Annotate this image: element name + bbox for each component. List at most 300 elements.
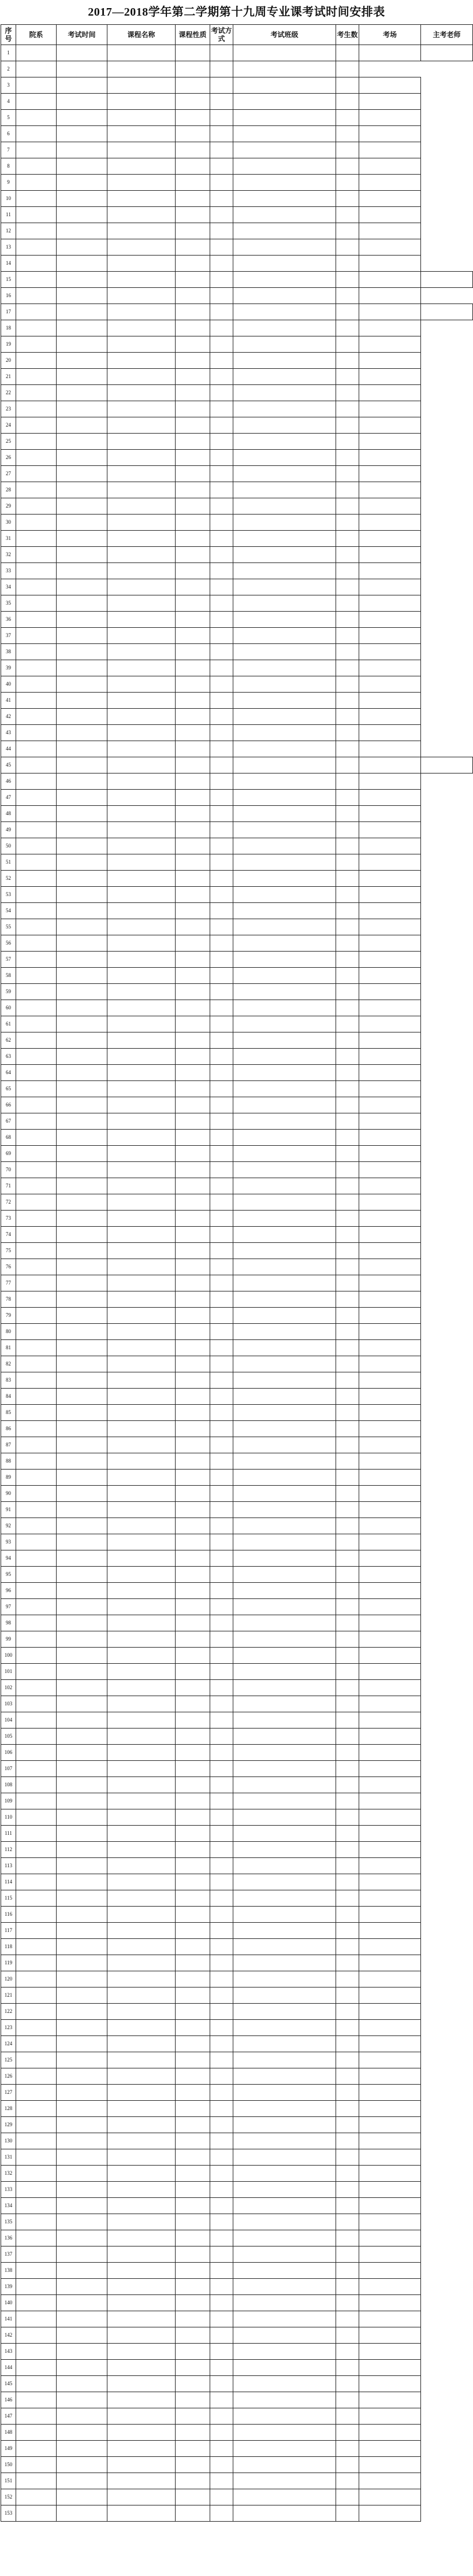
seq-cell: 144 bbox=[1, 2360, 16, 2376]
course-type-cell bbox=[107, 1016, 176, 1032]
class-cell bbox=[210, 1696, 233, 1712]
class-cell bbox=[210, 1745, 233, 1761]
course-type-cell bbox=[107, 1356, 176, 1372]
table-row bbox=[1, 1631, 473, 1648]
student-count-cell bbox=[233, 1648, 336, 1664]
examiner-cell bbox=[359, 1664, 421, 1680]
exam-time-cell bbox=[16, 1971, 57, 1987]
course-type-cell bbox=[107, 1291, 176, 1308]
course-type-cell bbox=[107, 903, 176, 919]
exam-room-cell bbox=[336, 1470, 359, 1486]
exam-room-cell bbox=[336, 191, 359, 207]
examiner-cell bbox=[359, 2295, 421, 2311]
class-cell bbox=[210, 2473, 233, 2489]
class-cell bbox=[210, 854, 233, 871]
exam-time-cell bbox=[16, 1890, 57, 1907]
examiner-cell bbox=[359, 1211, 421, 1227]
class-cell bbox=[210, 498, 233, 515]
exam-method-cell bbox=[176, 1809, 210, 1826]
seq-cell: 10 bbox=[1, 191, 16, 207]
table-row bbox=[1, 952, 473, 968]
table-row bbox=[1, 417, 473, 434]
class-cell bbox=[210, 1890, 233, 1907]
exam-room-cell bbox=[336, 2295, 359, 2311]
course-type-cell bbox=[107, 1372, 176, 1389]
exam-time-cell bbox=[16, 142, 57, 158]
table-row bbox=[1, 482, 473, 498]
examiner-cell bbox=[359, 2473, 421, 2489]
exam-room-cell bbox=[336, 1664, 359, 1680]
exam-room-cell bbox=[336, 790, 359, 806]
table-row bbox=[1, 1842, 473, 1858]
table-row bbox=[1, 773, 473, 790]
seq-cell: 143 bbox=[1, 2344, 16, 2360]
seq-cell: 19 bbox=[1, 336, 16, 353]
exam-time-cell bbox=[16, 2392, 57, 2408]
exam-room-cell bbox=[233, 61, 336, 77]
student-count-cell bbox=[233, 1486, 336, 1502]
class-cell bbox=[210, 1113, 233, 1130]
student-count-cell bbox=[233, 1372, 336, 1389]
examiner-cell bbox=[359, 531, 421, 547]
exam-room-cell bbox=[336, 77, 359, 94]
examiner-cell bbox=[359, 693, 421, 709]
examiner-cell bbox=[359, 1162, 421, 1178]
seq-cell: 115 bbox=[1, 1890, 16, 1907]
exam-method-cell bbox=[176, 790, 210, 806]
exam-time-cell bbox=[16, 1712, 57, 1729]
examiner-cell bbox=[359, 1615, 421, 1631]
student-count-cell bbox=[233, 984, 336, 1000]
exam-method-cell bbox=[176, 288, 210, 304]
exam-time-cell bbox=[16, 2214, 57, 2230]
examiner-cell bbox=[359, 1567, 421, 1583]
class-cell bbox=[210, 1793, 233, 1809]
student-count-cell bbox=[233, 2068, 336, 2085]
seq-cell: 79 bbox=[1, 1308, 16, 1324]
examiner-cell bbox=[359, 2214, 421, 2230]
student-count-cell bbox=[233, 1874, 336, 1890]
examiner-cell bbox=[359, 1518, 421, 1534]
table-row bbox=[1, 2376, 473, 2392]
exam-room-cell bbox=[336, 838, 359, 854]
seq-cell: 59 bbox=[1, 984, 16, 1000]
examiner-cell bbox=[359, 741, 421, 757]
course-name-cell bbox=[107, 272, 176, 288]
course-type-cell bbox=[107, 288, 176, 304]
exam-room-cell bbox=[336, 466, 359, 482]
seq-cell: 44 bbox=[1, 741, 16, 757]
course-type-cell bbox=[107, 790, 176, 806]
table-row bbox=[1, 45, 473, 61]
student-count-cell bbox=[233, 1470, 336, 1486]
table-row bbox=[1, 709, 473, 725]
exam-room-cell bbox=[336, 2133, 359, 2149]
seq-cell: 89 bbox=[1, 1470, 16, 1486]
course-type-cell bbox=[107, 1971, 176, 1987]
examiner-cell bbox=[359, 1259, 421, 1275]
exam-method-cell bbox=[210, 304, 233, 320]
exam-room-cell bbox=[336, 158, 359, 175]
exam-time-cell bbox=[16, 2085, 57, 2101]
course-type-cell bbox=[107, 1146, 176, 1162]
student-count-cell bbox=[233, 676, 336, 693]
exam-method-cell bbox=[176, 1308, 210, 1324]
table-row bbox=[1, 1890, 473, 1907]
course-type-cell bbox=[107, 2246, 176, 2263]
exam-method-cell bbox=[176, 1470, 210, 1486]
course-name-cell bbox=[57, 1065, 107, 1081]
exam-method-cell bbox=[176, 1648, 210, 1664]
course-name-cell bbox=[57, 693, 107, 709]
class-cell bbox=[210, 207, 233, 223]
exam-method-cell bbox=[176, 336, 210, 353]
exam-method-cell bbox=[176, 1243, 210, 1259]
seq-cell: 84 bbox=[1, 1389, 16, 1405]
class-cell bbox=[210, 2505, 233, 2522]
class-cell bbox=[210, 1648, 233, 1664]
exam-method-cell bbox=[176, 1761, 210, 1777]
student-count-cell bbox=[233, 854, 336, 871]
course-type-cell bbox=[107, 1729, 176, 1745]
class-cell bbox=[210, 288, 233, 304]
examiner-cell bbox=[359, 1599, 421, 1615]
exam-room-cell bbox=[336, 1324, 359, 1340]
course-type-cell bbox=[107, 547, 176, 563]
class-cell bbox=[210, 1389, 233, 1405]
exam-time-cell bbox=[57, 757, 107, 773]
course-name-cell bbox=[57, 1389, 107, 1405]
course-name-cell bbox=[57, 1130, 107, 1146]
exam-room-cell bbox=[336, 935, 359, 952]
exam-room-cell bbox=[336, 1437, 359, 1453]
class-cell bbox=[210, 919, 233, 935]
exam-method-cell bbox=[176, 1421, 210, 1437]
exam-time-cell bbox=[16, 2101, 57, 2117]
class-cell bbox=[210, 466, 233, 482]
course-name-cell bbox=[57, 2408, 107, 2425]
exam-method-cell bbox=[176, 369, 210, 385]
exam-time-cell bbox=[16, 1874, 57, 1890]
exam-room-cell bbox=[336, 2376, 359, 2392]
exam-time-cell bbox=[16, 2408, 57, 2425]
exam-time-cell bbox=[16, 207, 57, 223]
seq-cell: 64 bbox=[1, 1065, 16, 1081]
examiner-cell bbox=[359, 1291, 421, 1308]
seq-cell: 111 bbox=[1, 1826, 16, 1842]
exam-time-cell bbox=[57, 304, 107, 320]
seq-cell: 29 bbox=[1, 498, 16, 515]
exam-time-cell bbox=[16, 2376, 57, 2392]
seq-cell: 85 bbox=[1, 1405, 16, 1421]
examiner-cell bbox=[359, 773, 421, 790]
course-type-cell bbox=[107, 1777, 176, 1793]
exam-method-cell bbox=[176, 1745, 210, 1761]
examiner-cell bbox=[359, 1971, 421, 1987]
class-cell bbox=[210, 709, 233, 725]
exam-room-cell bbox=[336, 984, 359, 1000]
table-row bbox=[1, 1534, 473, 1550]
exam-room-cell bbox=[336, 1826, 359, 1842]
table-row bbox=[1, 1340, 473, 1356]
exam-room-cell bbox=[359, 304, 421, 320]
student-count-cell bbox=[233, 806, 336, 822]
exam-method-cell bbox=[176, 2036, 210, 2052]
course-type-cell bbox=[107, 1842, 176, 1858]
seq-cell: 121 bbox=[1, 1987, 16, 2004]
student-count-cell bbox=[233, 1777, 336, 1793]
course-type-cell bbox=[107, 158, 176, 175]
exam-room-cell bbox=[336, 401, 359, 417]
course-type-cell bbox=[107, 2327, 176, 2344]
class-cell bbox=[210, 1971, 233, 1987]
table-row bbox=[1, 1308, 473, 1324]
student-count-cell bbox=[233, 1324, 336, 1340]
exam-room-cell bbox=[336, 531, 359, 547]
seq-cell: 38 bbox=[1, 644, 16, 660]
course-name-cell bbox=[57, 1405, 107, 1421]
class-cell bbox=[210, 595, 233, 612]
table-row bbox=[1, 1146, 473, 1162]
exam-method-cell bbox=[176, 158, 210, 175]
student-count-cell bbox=[233, 1032, 336, 1049]
class-cell bbox=[210, 2117, 233, 2133]
exam-method-cell bbox=[176, 353, 210, 369]
seq-cell: 91 bbox=[1, 1502, 16, 1518]
seq-cell: 53 bbox=[1, 887, 16, 903]
exam-room-cell bbox=[359, 757, 421, 773]
exam-method-cell bbox=[176, 239, 210, 256]
student-count-cell bbox=[233, 1421, 336, 1437]
seq-cell: 92 bbox=[1, 1518, 16, 1534]
class-cell bbox=[210, 2004, 233, 2020]
table-row bbox=[1, 1437, 473, 1453]
exam-room-cell bbox=[336, 1583, 359, 1599]
exam-time-cell bbox=[16, 563, 57, 579]
course-type-cell bbox=[107, 2441, 176, 2457]
seq-cell: 130 bbox=[1, 2133, 16, 2149]
examiner-cell bbox=[359, 2327, 421, 2344]
exam-room-cell bbox=[336, 693, 359, 709]
course-type-cell bbox=[107, 2117, 176, 2133]
student-count-cell bbox=[233, 1518, 336, 1534]
student-count-cell bbox=[233, 2441, 336, 2457]
exam-method-cell bbox=[176, 2327, 210, 2344]
class-cell bbox=[210, 1194, 233, 1211]
class-cell bbox=[210, 838, 233, 854]
course-name-cell bbox=[57, 2198, 107, 2214]
exam-room-cell bbox=[336, 1987, 359, 2004]
exam-room-cell bbox=[336, 1599, 359, 1615]
exam-time-cell bbox=[16, 2263, 57, 2279]
course-type-cell bbox=[107, 1194, 176, 1211]
examiner-cell bbox=[359, 2085, 421, 2101]
exam-method-cell bbox=[176, 77, 210, 94]
class-cell bbox=[210, 773, 233, 790]
exam-room-cell bbox=[336, 126, 359, 142]
class-cell bbox=[210, 2360, 233, 2376]
examiner-cell bbox=[359, 2166, 421, 2182]
course-name-cell bbox=[57, 353, 107, 369]
examiner-cell bbox=[359, 1486, 421, 1502]
exam-method-cell bbox=[176, 531, 210, 547]
seq-cell: 138 bbox=[1, 2263, 16, 2279]
examiner-cell bbox=[359, 2360, 421, 2376]
class-cell bbox=[210, 1631, 233, 1648]
exam-time-cell bbox=[16, 531, 57, 547]
course-name-cell bbox=[57, 1016, 107, 1032]
seq-cell: 153 bbox=[1, 2505, 16, 2522]
student-count-cell bbox=[233, 336, 336, 353]
exam-method-cell bbox=[176, 2344, 210, 2360]
examiner-cell bbox=[359, 1987, 421, 2004]
exam-time-cell bbox=[16, 2246, 57, 2263]
header-cell: 课程性质 bbox=[176, 25, 210, 45]
exam-method-cell bbox=[176, 191, 210, 207]
dept-cell bbox=[16, 45, 57, 61]
course-type-cell bbox=[107, 644, 176, 660]
class-cell bbox=[210, 2295, 233, 2311]
student-count-cell bbox=[233, 1907, 336, 1923]
course-type-cell bbox=[176, 757, 210, 773]
exam-method-cell bbox=[176, 725, 210, 741]
exam-room-cell bbox=[336, 968, 359, 984]
table-row bbox=[1, 2360, 473, 2376]
course-name-cell bbox=[57, 1081, 107, 1097]
examiner-cell bbox=[359, 790, 421, 806]
exam-room-cell bbox=[336, 1729, 359, 1745]
course-name-cell bbox=[57, 2473, 107, 2489]
seq-cell: 142 bbox=[1, 2327, 16, 2344]
exam-room-cell bbox=[336, 741, 359, 757]
course-type-cell bbox=[107, 2036, 176, 2052]
seq-cell: 118 bbox=[1, 1939, 16, 1955]
class-cell bbox=[210, 612, 233, 628]
student-count-cell bbox=[233, 1405, 336, 1421]
table-row bbox=[1, 304, 473, 320]
class-cell bbox=[210, 887, 233, 903]
exam-time-cell bbox=[16, 1631, 57, 1648]
class-cell bbox=[210, 1502, 233, 1518]
table-row bbox=[1, 450, 473, 466]
exam-time-cell bbox=[16, 952, 57, 968]
seq-cell: 105 bbox=[1, 1729, 16, 1745]
exam-time-cell bbox=[16, 1858, 57, 1874]
exam-method-cell bbox=[176, 2263, 210, 2279]
class-cell bbox=[210, 1923, 233, 1939]
course-name-cell bbox=[57, 515, 107, 531]
class-cell bbox=[210, 1097, 233, 1113]
examiner-cell bbox=[359, 1243, 421, 1259]
class-cell bbox=[210, 2311, 233, 2327]
examiner-cell bbox=[359, 1648, 421, 1664]
class-cell bbox=[210, 1405, 233, 1421]
exam-time-cell bbox=[16, 2327, 57, 2344]
course-type-cell bbox=[107, 110, 176, 126]
exam-method-cell bbox=[176, 2360, 210, 2376]
exam-room-cell bbox=[336, 903, 359, 919]
examiner-cell bbox=[359, 1194, 421, 1211]
exam-room-cell bbox=[336, 595, 359, 612]
table-row bbox=[1, 1648, 473, 1664]
course-name-cell bbox=[57, 2360, 107, 2376]
exam-time-cell bbox=[16, 1486, 57, 1502]
class-cell bbox=[210, 1550, 233, 1567]
table-row bbox=[1, 223, 473, 239]
seq-cell: 147 bbox=[1, 2408, 16, 2425]
table-row bbox=[1, 676, 473, 693]
course-type-cell bbox=[107, 2457, 176, 2473]
exam-time-cell bbox=[16, 1648, 57, 1664]
examiner-cell bbox=[359, 77, 421, 94]
examiner-cell bbox=[359, 595, 421, 612]
class-cell bbox=[210, 1275, 233, 1291]
course-type-cell bbox=[107, 1275, 176, 1291]
seq-cell: 67 bbox=[1, 1113, 16, 1130]
exam-method-cell bbox=[176, 1437, 210, 1453]
course-name-cell bbox=[57, 1826, 107, 1842]
course-name-cell bbox=[57, 1340, 107, 1356]
exam-room-cell bbox=[336, 1178, 359, 1194]
exam-time-cell bbox=[16, 1437, 57, 1453]
exam-time-cell bbox=[16, 1146, 57, 1162]
exam-method-cell bbox=[176, 1146, 210, 1162]
exam-time-cell bbox=[16, 1502, 57, 1518]
table-row bbox=[1, 1372, 473, 1389]
exam-method-cell bbox=[107, 61, 176, 77]
seq-cell: 132 bbox=[1, 2166, 16, 2182]
course-type-cell bbox=[176, 304, 210, 320]
table-row bbox=[1, 1680, 473, 1696]
table-row bbox=[1, 2036, 473, 2052]
student-count-cell bbox=[233, 773, 336, 790]
examiner-cell bbox=[359, 1890, 421, 1907]
exam-room-cell bbox=[336, 223, 359, 239]
header-cell: 考试方式 bbox=[210, 25, 233, 45]
student-count-cell bbox=[336, 757, 359, 773]
exam-room-cell bbox=[336, 369, 359, 385]
course-name-cell bbox=[57, 984, 107, 1000]
student-count-cell bbox=[233, 935, 336, 952]
course-name-cell bbox=[57, 968, 107, 984]
exam-method-cell bbox=[176, 628, 210, 644]
table-row bbox=[1, 2182, 473, 2198]
exam-method-cell bbox=[176, 1712, 210, 1729]
table-row bbox=[1, 1826, 473, 1842]
class-cell bbox=[210, 952, 233, 968]
course-name-cell bbox=[57, 1809, 107, 1826]
course-type-cell bbox=[107, 1599, 176, 1615]
exam-time-cell bbox=[16, 1340, 57, 1356]
examiner-cell bbox=[359, 1308, 421, 1324]
class-cell bbox=[210, 1049, 233, 1065]
table-row bbox=[1, 2344, 473, 2360]
class-cell bbox=[210, 1874, 233, 1890]
course-type-cell bbox=[107, 1567, 176, 1583]
course-name-cell bbox=[57, 612, 107, 628]
student-count-cell bbox=[233, 612, 336, 628]
exam-room-cell bbox=[336, 2425, 359, 2441]
class-cell bbox=[210, 1453, 233, 1470]
class-cell bbox=[210, 2344, 233, 2360]
exam-time-cell bbox=[16, 450, 57, 466]
course-name-cell bbox=[57, 2101, 107, 2117]
course-type-cell bbox=[107, 1389, 176, 1405]
exam-method-cell bbox=[176, 1793, 210, 1809]
header-cell: 考试班级 bbox=[233, 25, 336, 45]
seq-cell: 56 bbox=[1, 935, 16, 952]
exam-time-cell bbox=[16, 1421, 57, 1437]
